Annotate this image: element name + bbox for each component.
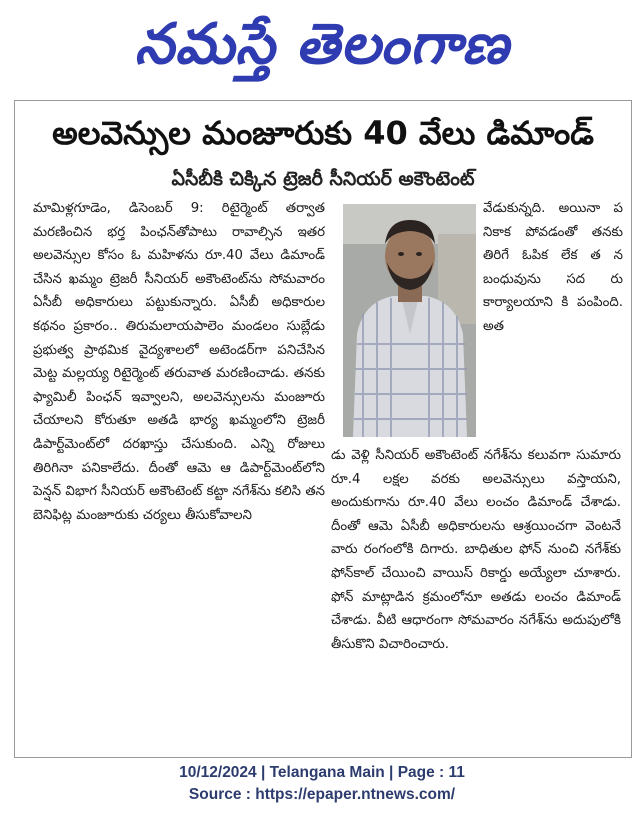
article-body-bottom-column: డు వెళ్లి సీనియర్ అకౌంటెంట్ నగేశ్‌ను కలువగా సుమారు రూ.4 లక్షల వరకు అలవెన్సులు వస్తాయని, అందుకుగాను రూ.40 వేలు లంచం డిమాండ్ చేశాడు. దీంతో ఆమె ఏసీబీ అధికారులను ఆశ్రయించగా వెంటనే వారు రంగంలోకి దిగారు. బాధితుల ఫోన్ నుంచి నగేశ్‌కు ఫోన్‌కాల్ చేయించి వాయిస్ రికార్డు అయ్యేలా చూశారు. ఫోన్ మాట్లాడిన క్రమంలోనూ అతడు లంచం డిమాండ్ చేశాడు. వీటి ఆధారంగా సోమవారం నగేశ్‌ను అదుపులోకి తీసుకొని విచారించారు.	[331, 448, 621, 652]
news-clipping	[14, 100, 632, 758]
edition-info: 10/12/2024 | Telangana Main | Page : 11	[179, 764, 465, 781]
source-url: Source : https://epaper.ntnews.com/	[188, 786, 456, 803]
article-body-left-column: మామిళ్లగూడెం, డిసెంబర్ 9: రిటైర్మెంట్ తర్వాత మరణించిన భర్త పింఛన్‌తోపాటు రావాల్సిన ఇతర అలవెన్సుల కోసం ఓ మహిళను రూ.40 వేలు డిమాండ్ చేసిన ఖమ్మం ట్రెజరీ సీనియర్ అకౌంటెంట్‌ను సోమవారం ఏసీబీ అధికారులు పట్టుకున్నారు. ఏసీబీ అధికారుల కథనం ప్రకారం.. తిరుమలాయపాలెం మండలం సుబ్లేడు ప్రభుత్వ ప్రాథమిక వైద్యశాలలో అటెండర్‌గా పనిచేసిన మెట్ట మల్లయ్య రిటైర్మెంట్ తరువాత మరణించాడు. తనకు ఫ్యామిలీ పింఛన్ ఇవ్వాలని, అలవెన్సులను మంజూరు చేయాలని కోరుతూ అతడి భార్య ఖమ్మంలోని ట్రెజరీ డిపార్ట్‌మెంట్‌లో దరఖాస్తు చేసుకుంది. ఎన్ని రోజులు తిరిగినా పనికాలేదు. దీంతో ఆమె ఆ డిపార్ట్‌మెంట్‌లోని పెన్షన్ విభాగ సీనియర్ అకౌంటెంట్ కట్టా నగేశ్‌ను కలిసి తన బెనిఫిట్ల మంజూరుకు చర్యలు తీసుకోవాలని	[33, 201, 325, 523]
accused-photo	[343, 204, 476, 437]
source-footer	[0, 762, 644, 806]
newspaper-logo: నమస్తే తెలంగాణ	[134, 11, 510, 77]
masthead	[0, 0, 644, 92]
article-body-right-column: వేడుకున్నది. అయినా ప నికాక పోవడంతో తనకు తిరిగే ఓపిక లేక త న బంధువును సద రు కార్యాలయాని కి పంపింది. అత	[483, 201, 623, 334]
person-photo-illustration	[343, 204, 476, 437]
article-headline: అలవెన్సుల మంజూరుకు 40 వేలు డిమాండ్	[52, 114, 594, 152]
article-subheadline: ఏసీబీకి చిక్కిన ట్రెజరీ సీనియర్ అకౌంటెంట్	[171, 168, 475, 190]
